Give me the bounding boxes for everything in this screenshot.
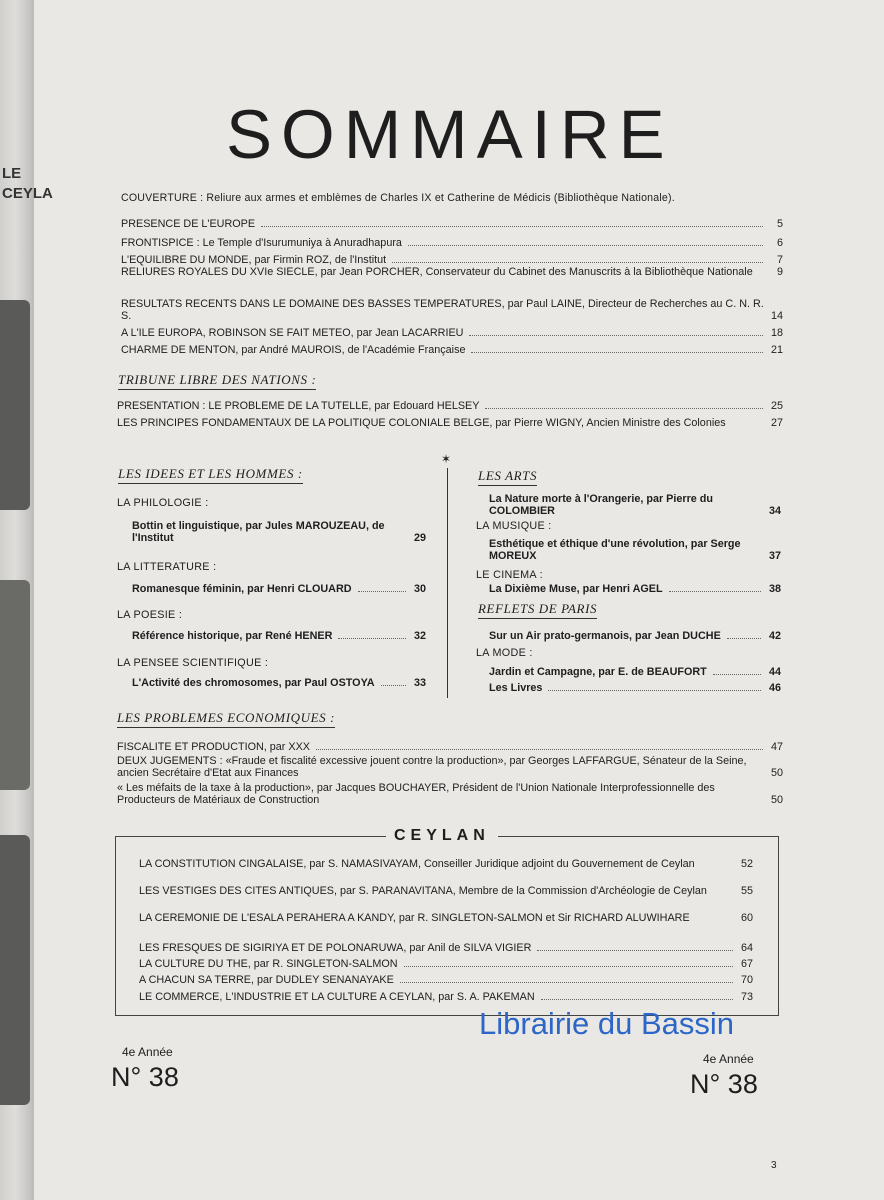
- toc-entry: [139, 991, 753, 1003]
- subheading-musique: LA MUSIQUE :: [476, 520, 552, 532]
- edge-photo-1: [0, 300, 30, 510]
- toc-entry: [121, 298, 783, 322]
- entry-title: Bottin et linguistique, par Jules MAROUZEAU, de l'Institut: [132, 520, 385, 544]
- subheading-philologie: LA PHILOLOGIE :: [117, 497, 209, 509]
- entry-title: PRESENTATION : LE PROBLEME DE LA TUTELLE, par Edouard HELSEY: [117, 400, 480, 412]
- section-heading-tribune: TRIBUNE LIBRE DES NATIONS :: [118, 372, 316, 390]
- entry-title: FRONTISPICE : Le Temple d'Isurumuniya à Anuradhapura: [121, 237, 402, 249]
- toc-entry: [139, 942, 753, 954]
- star-ornament: ✶: [441, 452, 452, 466]
- entry-title: Référence historique, par René HENER: [132, 630, 333, 642]
- edge-photo-3: [0, 835, 30, 1105]
- entry-title: FISCALITE ET PRODUCTION, par XXX: [117, 741, 310, 753]
- entry-title: DEUX JUGEMENTS : «Fraude et fiscalité excessive jouent contre la production», par Georges LAFFARGUE, Sénateur de la Seine, ancien Secrétaire d'Etat aux Finances: [117, 755, 747, 779]
- watermark-text: Librairie du Bassin: [479, 1006, 735, 1041]
- entry-page: 7: [776, 254, 783, 266]
- entry-page: 42: [768, 630, 781, 642]
- subheading-cinema: LE CINEMA :: [476, 569, 543, 581]
- entry-title: Romanesque féminin, par Henri CLOUARD: [132, 583, 352, 595]
- toc-entry: [132, 520, 426, 544]
- edge-photo-2: [0, 580, 30, 790]
- entry-page: 64: [740, 942, 753, 954]
- entry-page: 27: [770, 417, 783, 429]
- entry-page: 55: [740, 885, 753, 897]
- entry-page: 14: [770, 310, 783, 322]
- entry-page: 37: [768, 550, 781, 562]
- entry-title: LE COMMERCE, L'INDUSTRIE ET LA CULTURE A CEYLAN, par S. A. PAKEMAN: [139, 991, 535, 1003]
- entry-page: 46: [768, 682, 781, 694]
- entry-page: 60: [740, 912, 753, 924]
- toc-entry: [132, 677, 426, 689]
- section-heading-arts: LES ARTS: [478, 468, 537, 486]
- entry-title: LES VESTIGES DES CITES ANTIQUES, par S. PARANAVITANA, Membre de la Commission d'Archéologie de Ceylan: [139, 885, 707, 897]
- entry-page: 44: [768, 666, 781, 678]
- toc-entry: [139, 974, 753, 986]
- toc-entry: [489, 666, 781, 678]
- entry-page: 5: [776, 218, 783, 230]
- edge-text-1: LE: [2, 165, 22, 182]
- entry-page: 73: [740, 991, 753, 1003]
- toc-entry: [117, 755, 783, 779]
- toc-entry: [121, 327, 783, 339]
- entry-title: LA CULTURE DU THE, par R. SINGLETON-SALMON: [139, 958, 398, 970]
- section-heading-reflets: REFLETS DE PARIS: [478, 601, 597, 619]
- entry-title: Esthétique et éthique d'une révolution, par Serge MOREUX: [489, 538, 741, 562]
- entry-title: LA CONSTITUTION CINGALAISE, par S. NAMASIVAYAM, Conseiller Juridique adjoint du Gouvernement de Ceylan: [139, 858, 695, 870]
- toc-entry: [139, 885, 753, 897]
- cover-note: COUVERTURE : Reliure aux armes et emblèmes de Charles IX et Catherine de Médicis (Bibliothèque Nationale).: [121, 192, 675, 204]
- ceylan-heading: CEYLAN: [386, 827, 498, 845]
- toc-entry: [139, 858, 753, 870]
- toc-entry: [121, 344, 783, 356]
- entry-title: RELIURES ROYALES DU XVIe SIECLE, par Jean PORCHER, Conservateur du Cabinet des Manuscrits à la Bibliothèque Nationale: [121, 266, 753, 278]
- entry-title: A CHACUN SA TERRE, par DUDLEY SENANAYAKE: [139, 974, 394, 986]
- entry-page: 38: [768, 583, 781, 595]
- entry-title: Les Livres: [489, 682, 543, 694]
- entry-page: 34: [768, 505, 781, 517]
- entry-page: 29: [413, 532, 426, 544]
- column-divider: [447, 468, 448, 698]
- entry-page: 50: [770, 767, 783, 779]
- entry-title: Jardin et Campagne, par E. de BEAUFORT: [489, 666, 707, 678]
- entry-page: 32: [413, 630, 426, 642]
- entry-page: 50: [770, 794, 783, 806]
- toc-entry: [121, 254, 783, 266]
- toc-entry: [121, 266, 783, 278]
- toc-entry: [132, 583, 426, 595]
- entry-page: 70: [740, 974, 753, 986]
- page-number: 3: [771, 1160, 777, 1171]
- entry-page: 52: [740, 858, 753, 870]
- entry-title: La Nature morte à l'Orangerie, par Pierre du COLOMBIER: [489, 493, 713, 517]
- entry-title: L'Activité des chromosomes, par Paul OSTOYA: [132, 677, 375, 689]
- issue-number-right: N° 38: [690, 1069, 758, 1099]
- entry-page: 21: [770, 344, 783, 356]
- issue-year-right: 4e Année: [703, 1052, 754, 1066]
- entry-title: LES PRINCIPES FONDAMENTAUX DE LA POLITIQUE COLONIALE BELGE, par Pierre WIGNY, Ancien Ministre des Colonies: [117, 417, 726, 429]
- toc-entry: [139, 912, 753, 924]
- subheading-mode: LA MODE :: [476, 647, 533, 659]
- subheading-pensee: LA PENSEE SCIENTIFIQUE :: [117, 657, 269, 669]
- entry-page: 47: [770, 741, 783, 753]
- entry-page: 25: [770, 400, 783, 412]
- entry-title: CHARME DE MENTON, par André MAUROIS, de l'Académie Française: [121, 344, 466, 356]
- toc-entry: [489, 538, 781, 562]
- toc-entry: [117, 741, 783, 753]
- issue-number-left: N° 38: [111, 1062, 179, 1092]
- adjacent-page-edge: [0, 0, 53, 1200]
- page-title: SOMMAIRE: [226, 96, 674, 173]
- toc-entry: [132, 630, 426, 642]
- subheading-litterature: LA LITTERATURE :: [117, 561, 217, 573]
- entry-page: 18: [770, 327, 783, 339]
- toc-entry: [489, 630, 781, 642]
- entry-page: 30: [413, 583, 426, 595]
- toc-entry: [121, 218, 783, 230]
- entry-page: 67: [740, 958, 753, 970]
- toc-entry: [117, 417, 783, 429]
- section-heading-eco: LES PROBLEMES ECONOMIQUES :: [117, 710, 335, 728]
- toc-entry: [121, 237, 783, 249]
- toc-entry: [117, 400, 783, 412]
- entry-page: 9: [776, 266, 783, 278]
- entry-title: La Dixième Muse, par Henri AGEL: [489, 583, 663, 595]
- toc-entry: [489, 583, 781, 595]
- entry-title: « Les méfaits de la taxe à la production», par Jacques BOUCHAYER, Président de l'Union Nationale Interprofessionnelle des Producteurs de Matériaux de Construction: [117, 782, 715, 806]
- entry-title: RESULTATS RECENTS DANS LE DOMAINE DES BASSES TEMPERATURES, par Paul LAINE, Directeur de Recherches au C. N. R. S.: [121, 298, 764, 322]
- edge-text-2: CEYLA: [2, 185, 53, 202]
- toc-entry: [489, 493, 781, 517]
- entry-title: L'EQUILIBRE DU MONDE, par Firmin ROZ, de l'Institut: [121, 254, 387, 266]
- section-heading-idees: LES IDEES ET LES HOMMES :: [118, 466, 303, 484]
- toc-entry: [139, 958, 753, 970]
- toc-entry: [117, 782, 783, 806]
- entry-page: 33: [413, 677, 426, 689]
- entry-title: PRESENCE DE L'EUROPE: [121, 218, 256, 230]
- entry-title: A L'ILE EUROPA, ROBINSON SE FAIT METEO, par Jean LACARRIEU: [121, 327, 464, 339]
- subheading-poesie: LA POESIE :: [117, 609, 183, 621]
- entry-page: 6: [776, 237, 783, 249]
- entry-title: Sur un Air prato-germanois, par Jean DUCHE: [489, 630, 721, 642]
- toc-entry: [489, 682, 781, 694]
- issue-year-left: 4e Année: [122, 1045, 173, 1059]
- entry-title: LES FRESQUES DE SIGIRIYA ET DE POLONARUWA, par Anil de SILVA VIGIER: [139, 942, 532, 954]
- entry-title: LA CEREMONIE DE L'ESALA PERAHERA A KANDY, par R. SINGLETON-SALMON et Sir RICHARD ALUWIHARE: [139, 912, 690, 924]
